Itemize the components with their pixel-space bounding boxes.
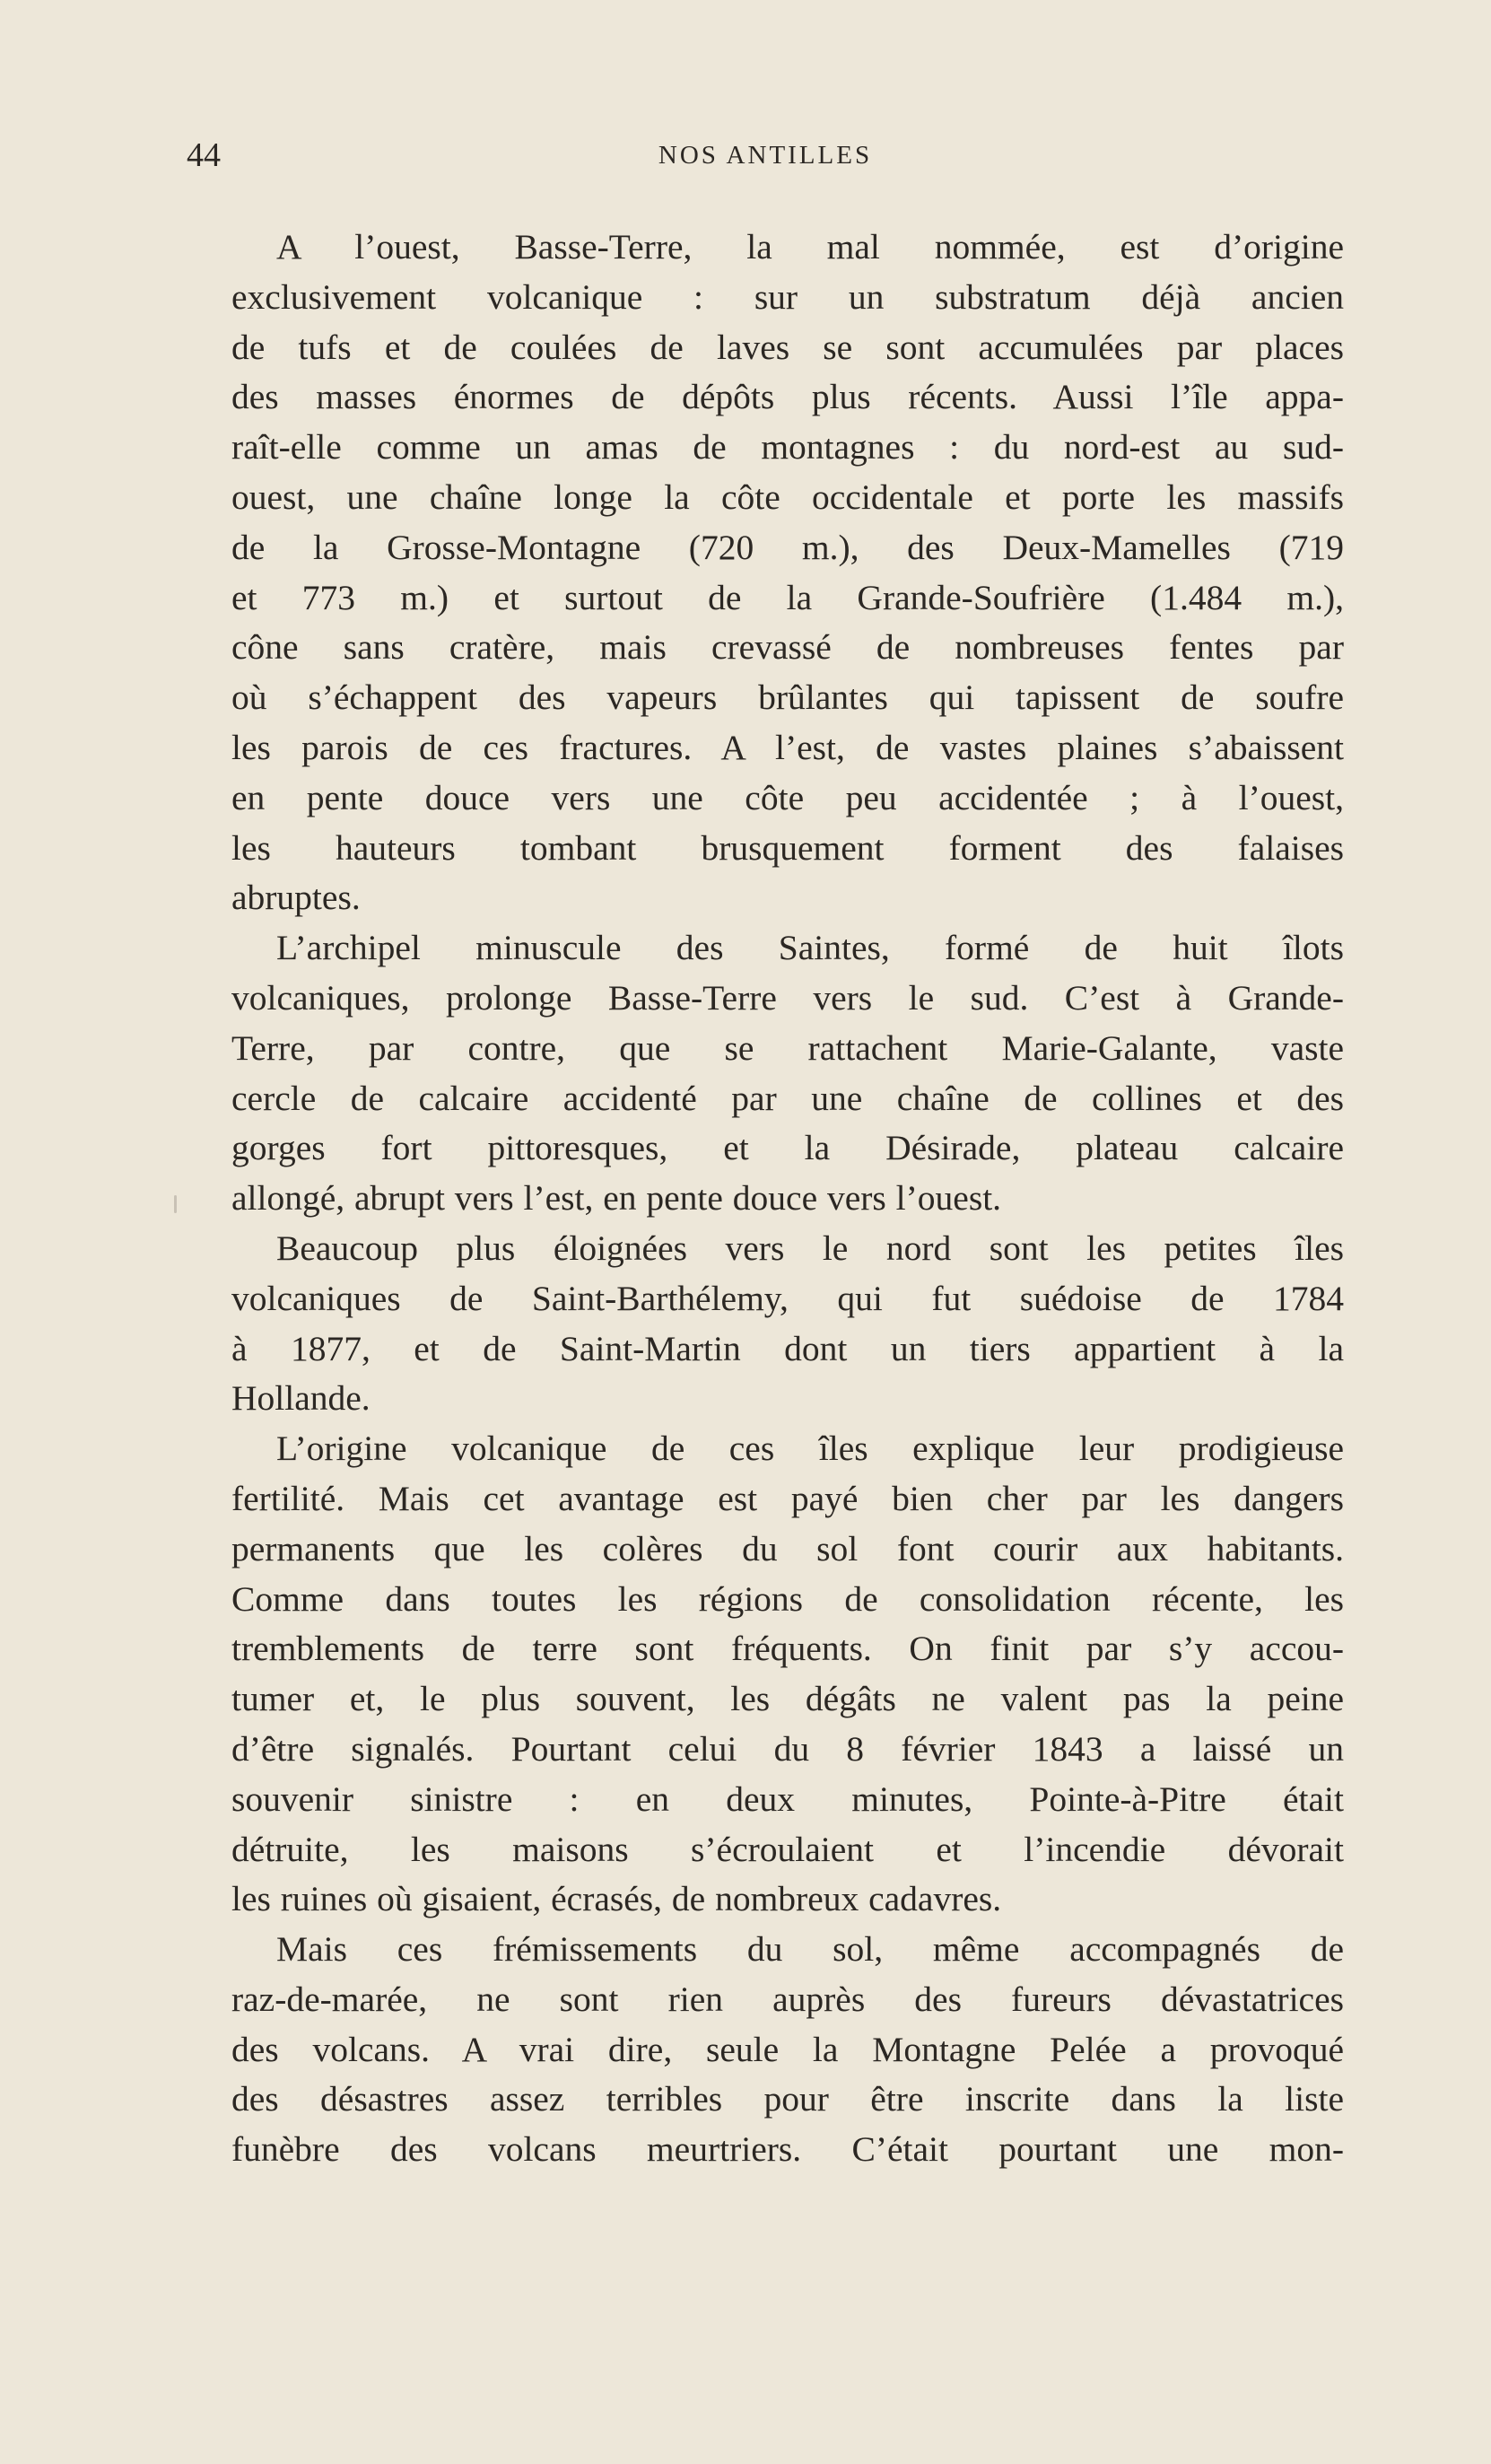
text-line: raît-elle comme un amas de montagnes : du nord-est au sud-	[231, 427, 1344, 467]
text-line: Terre, par contre, que se rattachent Marie-Galante, vaste	[231, 1027, 1344, 1068]
text-line: des masses énormes de dépôts plus récents. Aussi l’île appa-	[231, 377, 1344, 417]
text-line: à 1877, et de Saint-Martin dont un tiers appartient à la	[231, 1328, 1344, 1368]
text-line: L’origine volcanique de ces îles explique leur prodigieuse	[276, 1429, 1344, 1469]
text-line: en pente douce vers une côte peu accidentée ; à l’ouest,	[231, 777, 1344, 817]
text-line: tremblements de terre sont fréquents. On finit par s’y accou-	[231, 1629, 1344, 1669]
text-line: souvenir sinistre : en deux minutes, Pointe-à-Pitre était	[231, 1778, 1344, 1819]
text-line: des désastres assez terribles pour être inscrite dans la liste	[231, 2079, 1344, 2119]
text-line: funèbre des volcans meurtriers. C’était pourtant une mon-	[231, 2129, 1344, 2170]
paragraph	[187, 923, 1344, 1224]
text-line: d’être signalés. Pourtant celui du 8 février 1843 a laissé un	[231, 1728, 1344, 1769]
text-line: Comme dans toutes les régions de consolidation récente, les	[231, 1578, 1344, 1619]
text-line: les parois de ces fractures. A l’est, de vastes plaines s’abaissent	[231, 727, 1344, 767]
text-line: cercle de calcaire accidenté par une chaîne de collines et des	[231, 1078, 1344, 1118]
text-line: volcaniques, prolonge Basse-Terre vers le sud. C’est à Grande-	[231, 977, 1344, 1018]
text-line: de la Grosse-Montagne (720 m.), des Deux-Mamelles (719	[231, 527, 1344, 567]
paragraph	[187, 1424, 1344, 1925]
running-title: NOS ANTILLES	[658, 141, 873, 170]
text-line: raz-de-marée, ne sont rien auprès des fureurs dévastatrices	[231, 1979, 1344, 2019]
text-line: Mais ces frémissements du sol, même accompagnés de	[276, 1929, 1344, 1970]
text-line: exclusivement volcanique : sur un substratum déjà ancien	[231, 276, 1344, 317]
text-line: de tufs et de coulées de laves se sont accumulées par places	[231, 327, 1344, 367]
text-line: où s’échappent des vapeurs brûlantes qui tapissent de soufre	[231, 677, 1344, 718]
text-line: détruite, les maisons s’écroulaient et l’incendie dévorait	[231, 1829, 1344, 1869]
text-line: abruptes.	[231, 878, 361, 918]
page-number: 44	[187, 136, 221, 174]
text-line: gorges fort pittoresques, et la Désirade, plateau calcaire	[231, 1128, 1344, 1168]
text-line: Hollande.	[231, 1378, 371, 1419]
paragraph	[187, 1224, 1344, 1424]
paragraph	[187, 1925, 1344, 2175]
text-line: cône sans cratère, mais crevassé de nombreuses fentes par	[231, 627, 1344, 668]
paragraph	[187, 223, 1344, 923]
text-line: les ruines où gisaient, écrasés, de nombreux cadavres.	[231, 1879, 1002, 1919]
text-line: permanents que les colères du sol font courir aux habitants.	[231, 1528, 1344, 1568]
text-line: fertilité. Mais cet avantage est payé bien cher par les dangers	[231, 1478, 1344, 1518]
text-line: volcaniques de Saint-Barthélemy, qui fut suédoise de 1784	[231, 1278, 1344, 1318]
body-text	[187, 223, 1344, 2175]
text-line: ouest, une chaîne longe la côte occidentale et porte les massifs	[231, 476, 1344, 517]
text-line: tumer et, le plus souvent, les dégâts ne valent pas la peine	[231, 1679, 1344, 1719]
text-line: les hauteurs tombant brusquement forment des falaises	[231, 827, 1344, 868]
text-line: des volcans. A vrai dire, seule la Montagne Pelée a provoqué	[231, 2029, 1344, 2069]
margin-mark	[174, 1195, 177, 1213]
running-header	[187, 133, 1344, 178]
text-line: et 773 m.) et surtout de la Grande-Soufrière (1.484 m.),	[231, 577, 1344, 617]
text-line: Beaucoup plus éloignées vers le nord sont les petites îles	[276, 1228, 1344, 1268]
text-line: L’archipel minuscule des Saintes, formé de huit îlots	[276, 928, 1344, 968]
text-line: A l’ouest, Basse-Terre, la mal nommée, est d’origine	[276, 227, 1344, 266]
text-line: allongé, abrupt vers l’est, en pente douce vers l’ouest.	[231, 1178, 1002, 1219]
